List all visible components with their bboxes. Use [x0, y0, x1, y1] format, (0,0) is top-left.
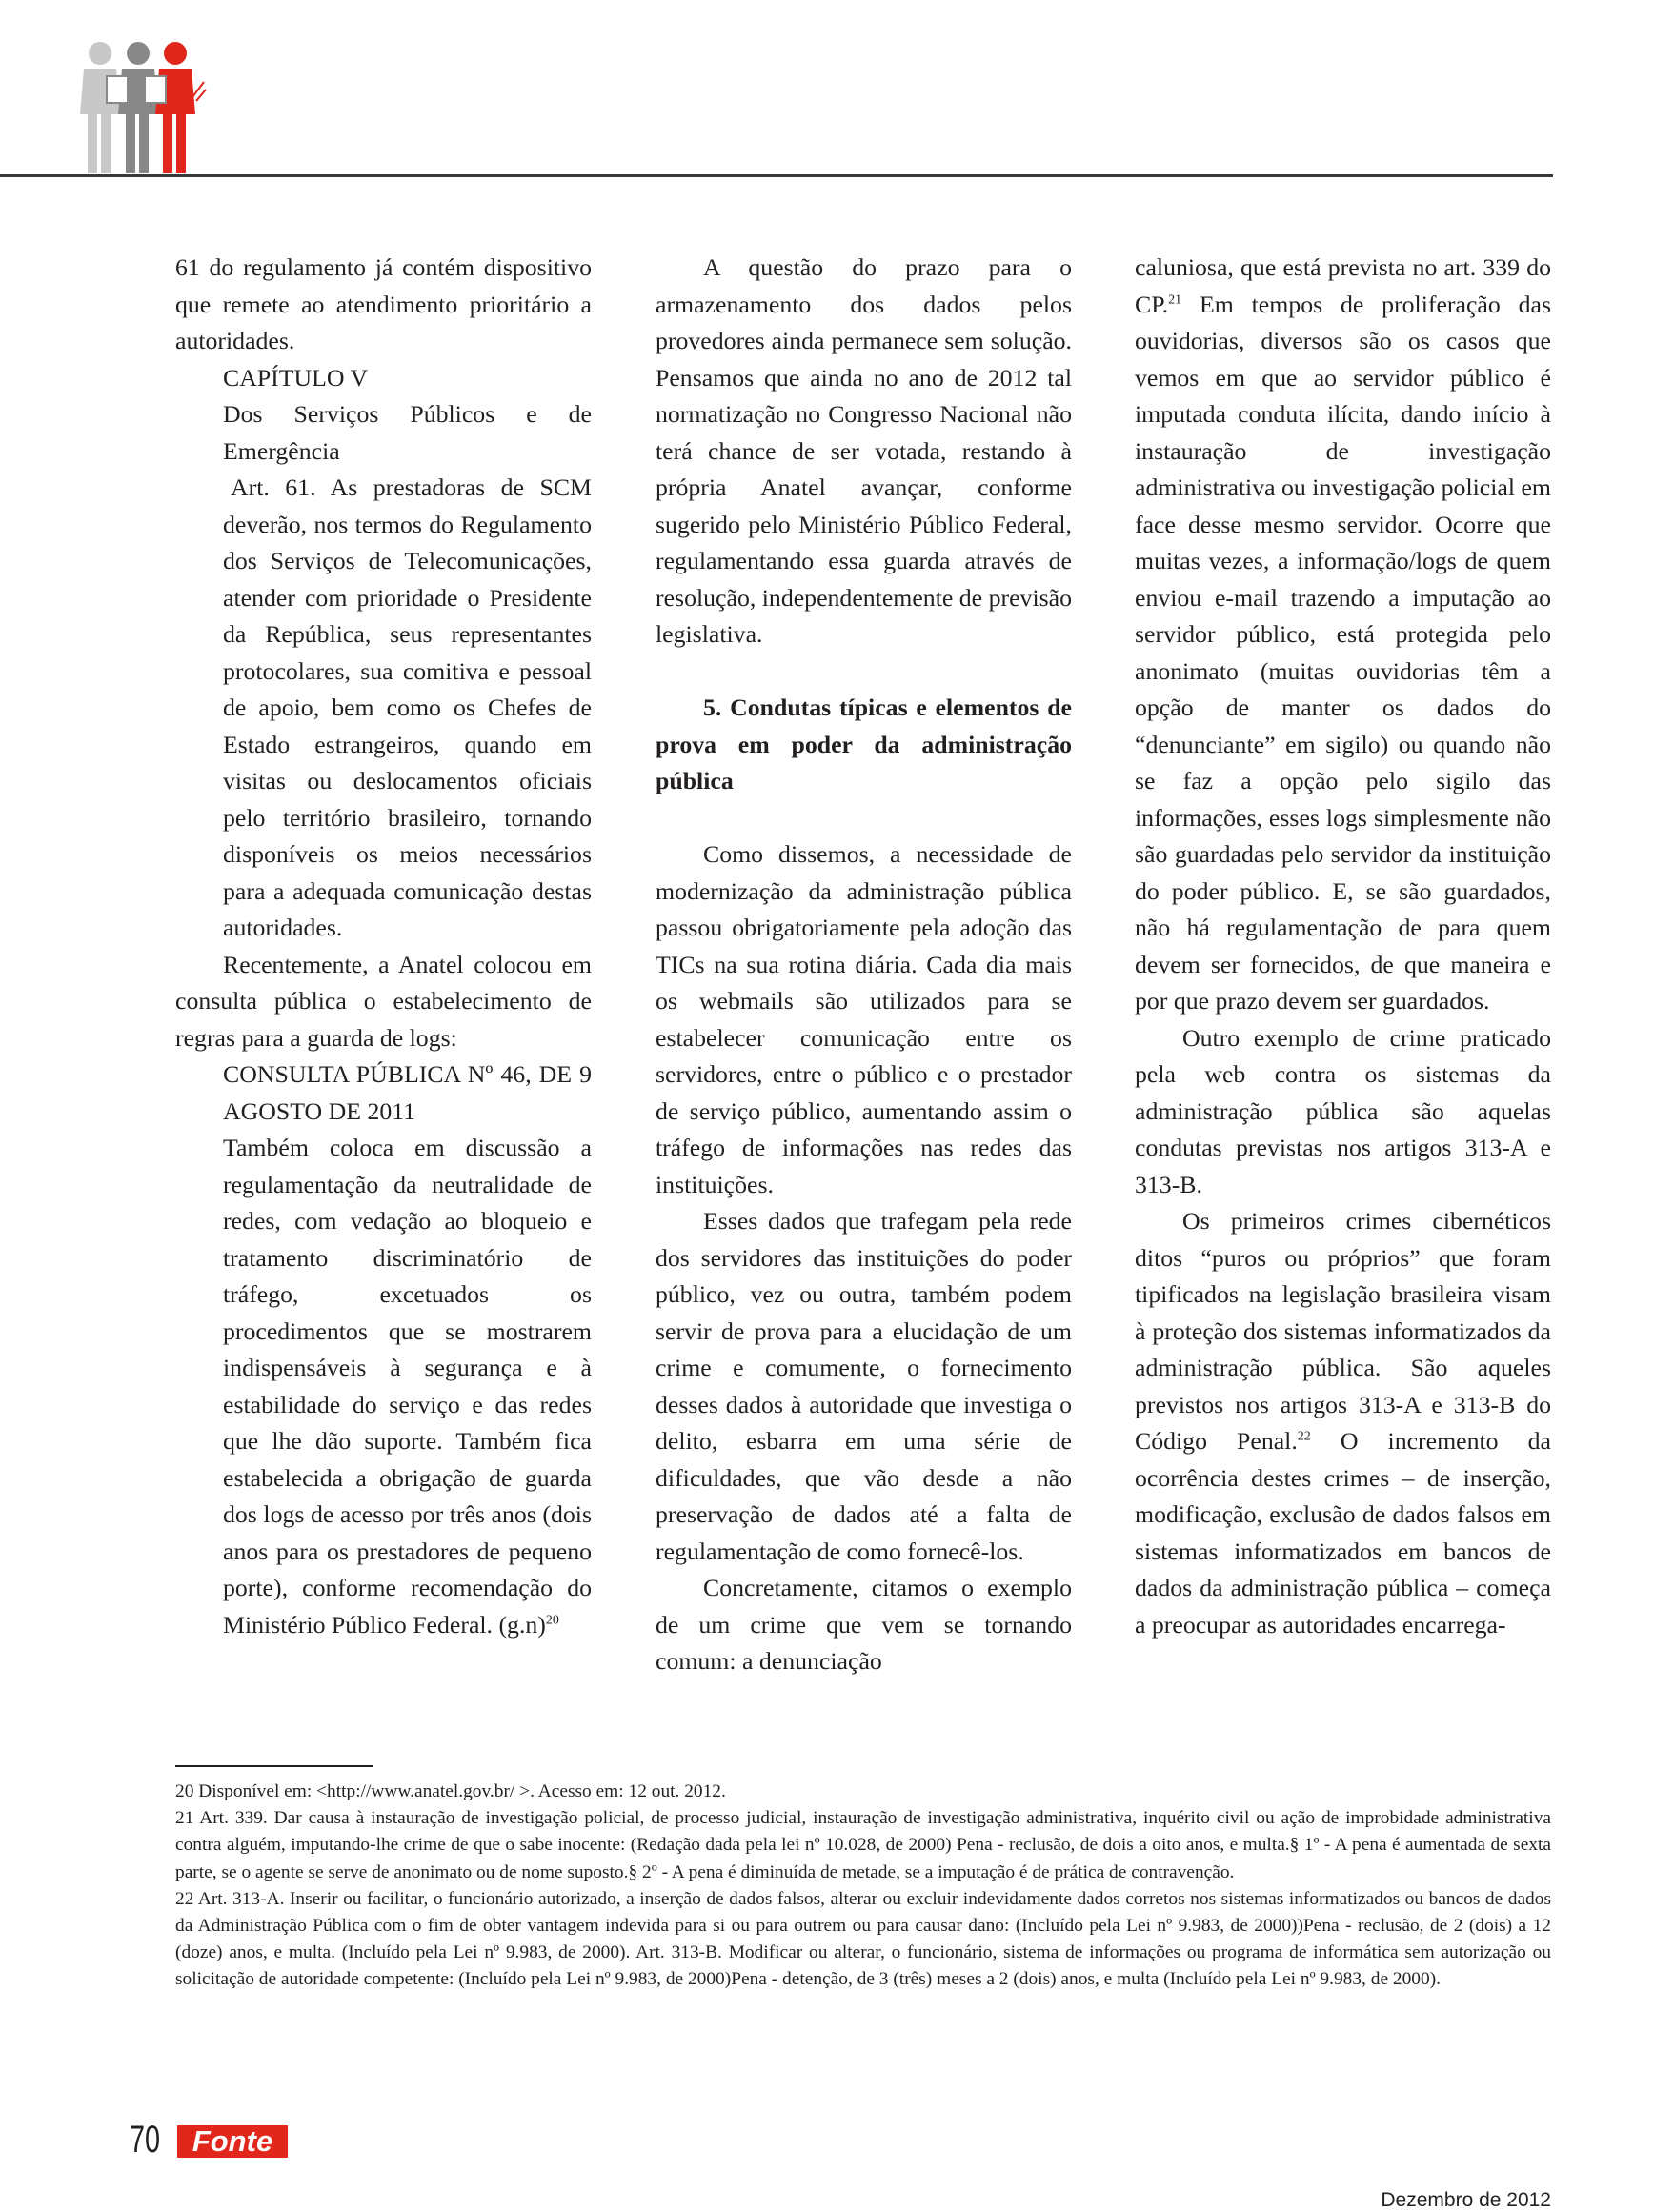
footnote-rule — [175, 1765, 373, 1767]
three-people-figures-icon — [74, 42, 217, 180]
quote-line: Dos Serviços Públicos e de Emergência — [223, 400, 592, 465]
paragraph-text: Em tempos de proliferação das ouvidorias, diversos são os casos que vemos em que ao servidor público é imputada conduta ilícita, dando início à instauração de investigação administrativa ou investigação policial em face desse mesmo servidor. Ocorre que muitas vezes, a informação/logs de quem enviou e-mail trazendo a imputação ao servidor público, está protegida pelo anonimato (muitas ouvidorias têm a opção de manter os dados do “denunciante” em sigilo) ou quando não se faz a opção pelo sigilo das informações, esses logs simplesmente não são guardadas pelo servidor da instituição do poder público. E, se são guardados, não há regulamentação de para quem devem ser fornecidos, de que maneira e por que prazo devem ser guardados. — [1135, 290, 1551, 1015]
issue-date: Dezembro de 2012 — [1381, 2189, 1551, 2211]
text-column-3 — [1135, 250, 1551, 1643]
footnote-ref: 20 — [545, 1612, 559, 1627]
paragraph: Como dissemos, a necessidade de modernização da administração pública passou obrigatoriamente pela adoção das TICs na sua rotina diária. Cada dia mais os webmails são utilizados para se estabelecer comunicação entre os servidores, entre o público e o prestador de serviço público, aumentando assim o tráfego de informações nas redes das instituições. — [656, 840, 1072, 1198]
footnote-22: 22 Art. 313-A. Inserir ou facilitar, o funcionário autorizado, a inserção de dados falsos, alterar ou excluir indevidamente dados corretos nos sistemas informatizados ou bancos de dados da Administração Pública com o fim de obter vantagem indevida para si ou para outrem ou para causar dano: (Incluído pela Lei nº 9.983, de 2000))Pena - reclusão, de 2 (dois) a 12 (doze) anos, e multa. (Incluído pela Lei nº 9.983, de 2000). Art. 313-B. Modificar ou alterar, o funcionário, sistema de informações ou programa de informática sem autorização ou solicitação de autoridade competente: (Incluído pela Lei nº 9.983, de 2000)Pena - detenção, de 3 (três) meses a 2 (dois) anos, e multa (Incluído pela Lei nº 9.983, de 2000). — [175, 1888, 1551, 1990]
paragraph-text: Os primeiros crimes cibernéticos ditos “puros ou próprios” que foram tipificados na legislação brasileira visam à proteção dos sistemas informatizados da administração pública. São aqueles previstos nos artigos 313-A e 313-B do Código Penal. — [1135, 1207, 1551, 1455]
paragraph: Recentemente, a Anatel colocou em consulta pública o estabelecimento de regras para a guarda de logs: — [175, 950, 592, 1052]
paragraph-text: caluniosa, que está prevista no art. 339 do CP. — [1135, 253, 1551, 318]
paragraph-text: O incremento da ocorrência destes crimes – de inserção, modificação, exclusão de dados falsos em sistemas informatizados em bancos de dados da administração pública – começa a preocupar as autoridades encarrega- — [1135, 1427, 1551, 1639]
quote-line: CAPÍTULO V — [223, 363, 369, 392]
paragraph: 61 do regulamento já contém dispositivo que remete ao atendimento prioritário a autoridades. — [175, 253, 592, 354]
footnote-20: 20 Disponível em: <http://www.anatel.gov.br/ >. Acesso em: 12 out. 2012. — [175, 1781, 726, 1801]
text-column-2 — [656, 250, 1072, 1680]
footnote-ref: 21 — [1168, 292, 1182, 307]
quote-text: Também coloca em discussão a regulamentação da neutralidade de redes, com vedação ao bloqueio e tratamento discriminatório de tráfego, excetuados os procedimentos que se mostrarem indispensáveis à segurança e à estabilidade do serviço e das redes que lhe dão suporte. Também fica estabelecida a obrigação de guarda dos logs de acesso por três anos (dois anos para os prestadores de pequeno porte), conforme recomendação do Ministério Público Federal. (g.n) — [223, 1134, 592, 1639]
quote-paragraph — [175, 1130, 592, 1643]
header-rule — [0, 174, 1553, 177]
quote-line: CONSULTA PÚBLICA Nº 46, DE 9 AGOSTO DE 2011 — [223, 1060, 592, 1125]
paragraph — [1135, 1203, 1551, 1643]
text-column-1 — [175, 250, 592, 1643]
paragraph: Concretamente, citamos o exemplo de um crime que vem se tornando comum: a denunciação — [656, 1574, 1072, 1675]
page-number: 70 — [130, 2119, 161, 2161]
paragraph — [1135, 250, 1551, 1020]
paragraph: Outro exemplo de crime praticado pela web contra os sistemas da administração pública são aquelas condutas previstas nos artigos 313-A e 313-B. — [1135, 1023, 1551, 1198]
quote-paragraph: Art. 61. As prestadoras de SCM deverão, nos termos do Regulamento dos Serviços de Telecomunicações, atender com prioridade o Presidente da República, seus representantes protocolares, sua comitiva e pessoal de apoio, bem como os Chefes de Estado estrangeiros, quando em visitas ou deslocamentos oficiais pelo território brasileiro, tornando disponíveis os meios necessários para a adequada comunicação destas autoridades. — [223, 473, 592, 941]
paragraph: A questão do prazo para o armazenamento dos dados pelos provedores ainda permanece sem solução. Pensamos que ainda no ano de 2012 tal normatização no Congresso Nacional não terá chance de ser votada, restando à própria Anatel avançar, conforme sugerido pelo Ministério Público Federal, regulamentando essa guarda através de resolução, independentemente de previsão legislativa. — [656, 253, 1072, 648]
paragraph: Esses dados que trafegam pela rede dos servidores das instituições do poder público, vez ou outra, também podem servir de prova para a elucidação de um crime e comumente, o fornecimento desses dados à autoridade que investiga o delito, esbarra em uma série de dificuldades, que vão desde a não preservação de dados até a falta de regulamentação de como fornecê-los. — [656, 1207, 1072, 1565]
fonte-logo: Fonte — [177, 2125, 288, 2158]
section-heading: 5. Condutas típicas e elementos de prova em poder da administração pública — [656, 694, 1072, 794]
footnotes — [175, 1779, 1551, 1994]
footnote-ref: 22 — [1297, 1429, 1311, 1444]
footnote-21: 21 Art. 339. Dar causa à instauração de investigação policial, de processo judicial, instauração de investigação administrativa, inquérito civil ou ação de improbidade administrativa contra alguém, imputando-lhe crime de que o sabe inocente: (Redação dada pela lei nº 10.028, de 2000) Pena - reclusão, de dois a oito anos, e multa.§ 1º - A pena é aumentada de sexta parte, se o agente se serve de anonimato ou de nome suposto.§ 2º - A pena é diminuída de metade, se a imputação é de prática de contravenção. — [175, 1808, 1551, 1882]
